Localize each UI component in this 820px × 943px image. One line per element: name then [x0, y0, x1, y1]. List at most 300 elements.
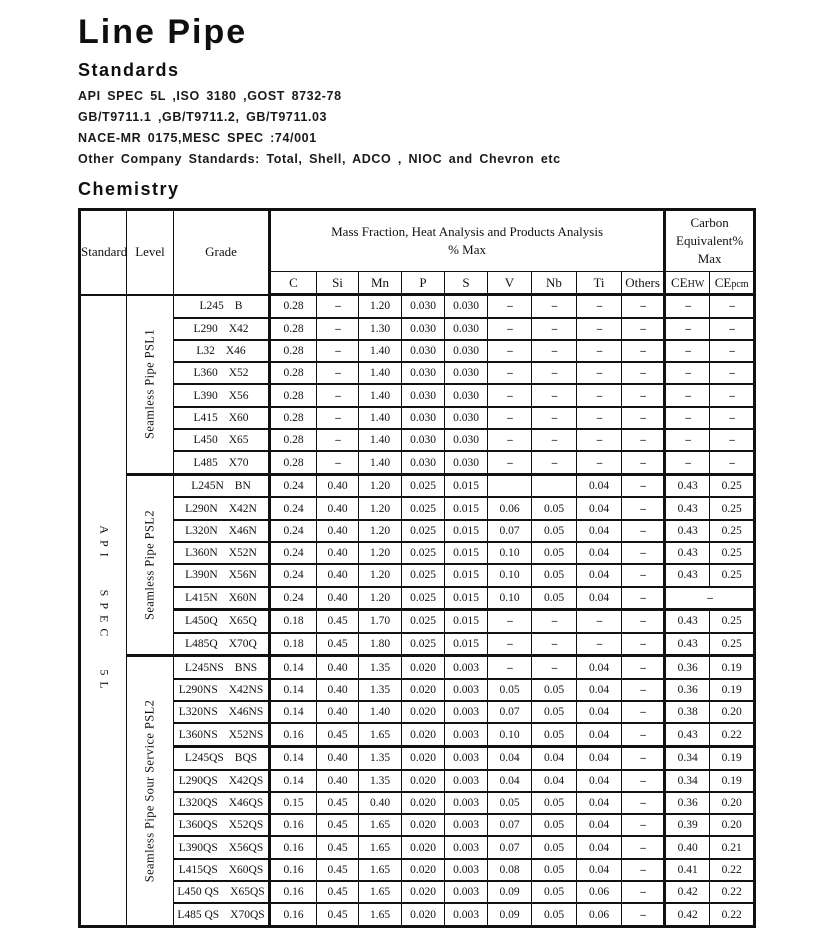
- ce-group-line-2: Equivalent%: [676, 233, 744, 248]
- value-cell: [488, 474, 532, 497]
- value-cell: –: [488, 407, 532, 429]
- value-cell: 0.05: [532, 520, 577, 542]
- value-cell: 0.45: [317, 814, 359, 836]
- value-cell: 1.35: [359, 747, 402, 770]
- value-cell: 0.05: [532, 587, 577, 610]
- value-cell: 1.20: [359, 497, 402, 519]
- table-row: [80, 723, 755, 746]
- value-cell: –: [317, 407, 359, 429]
- value-cell: 0.05: [532, 542, 577, 564]
- value-cell: 0.025: [402, 587, 445, 610]
- value-cell: –: [622, 723, 665, 746]
- value-cell: 0.08: [488, 859, 532, 881]
- value-cell: –: [577, 362, 622, 384]
- grade-cell: [174, 747, 270, 770]
- grade-name: L415: [193, 411, 218, 424]
- grade-name: L390N: [185, 569, 218, 582]
- value-cell: 0.43: [665, 723, 710, 746]
- value-cell: 0.015: [445, 474, 488, 497]
- table-row: [80, 903, 755, 926]
- grade-designation: X70QS: [230, 908, 265, 921]
- level-label-vertical: Seamless Pipe PSL1: [142, 329, 157, 440]
- value-cell: –: [488, 340, 532, 362]
- value-cell: 0.020: [402, 701, 445, 723]
- value-cell: –: [532, 384, 577, 406]
- grade-cell: [174, 362, 270, 384]
- value-cell: 0.003: [445, 679, 488, 701]
- value-cell: –: [622, 407, 665, 429]
- value-cell: 0.003: [445, 770, 488, 792]
- grade-name: L390QS: [178, 841, 218, 854]
- value-cell: 0.15: [270, 792, 317, 814]
- value-cell: 0.04: [532, 770, 577, 792]
- value-cell: 0.16: [270, 859, 317, 881]
- value-cell: 0.16: [270, 836, 317, 858]
- value-cell: 0.030: [402, 318, 445, 340]
- value-cell: 0.40: [317, 656, 359, 679]
- value-cell: 1.65: [359, 836, 402, 858]
- element-header: Nb: [532, 272, 577, 295]
- value-cell: 0.24: [270, 542, 317, 564]
- value-cell: –: [317, 295, 359, 318]
- standards-line-2: GB/T9711.1 ,GB/T9711.2, GB/T9711.03: [78, 110, 328, 124]
- grade-designation: X56N: [228, 569, 257, 582]
- grade-designation: B: [234, 300, 243, 313]
- value-cell: 0.10: [488, 564, 532, 586]
- grade-designation: X65Q: [228, 615, 257, 628]
- value-cell: [532, 474, 577, 497]
- grade-name: L450 QS: [177, 886, 220, 899]
- value-cell: 0.020: [402, 679, 445, 701]
- value-cell: 0.05: [532, 814, 577, 836]
- value-cell: –: [488, 656, 532, 679]
- value-cell: 0.40: [317, 474, 359, 497]
- value-cell: 0.25: [710, 520, 755, 542]
- value-cell: 0.45: [317, 723, 359, 746]
- grade-name: L485: [193, 456, 218, 469]
- grade-name: L390: [193, 389, 218, 402]
- value-cell: 0.45: [317, 610, 359, 633]
- value-cell: 0.030: [402, 295, 445, 318]
- table-row: [80, 792, 755, 814]
- value-cell: 0.04: [577, 520, 622, 542]
- grade-designation: X46N: [228, 524, 257, 537]
- value-cell: 1.20: [359, 587, 402, 610]
- value-cell: 0.24: [270, 564, 317, 586]
- table-row: [80, 564, 755, 586]
- value-cell: 0.43: [665, 520, 710, 542]
- table-row: [80, 384, 755, 406]
- value-cell: 0.05: [532, 679, 577, 701]
- value-cell: –: [317, 318, 359, 340]
- value-cell: –: [622, 881, 665, 903]
- value-cell: 0.24: [270, 497, 317, 519]
- grade-cell: [174, 836, 270, 858]
- value-cell: 0.40: [317, 497, 359, 519]
- value-cell: 0.45: [317, 836, 359, 858]
- value-cell: –: [622, 451, 665, 474]
- value-cell: 0.025: [402, 542, 445, 564]
- value-cell: 0.020: [402, 903, 445, 926]
- value-cell: 0.09: [488, 881, 532, 903]
- value-cell: –: [665, 295, 710, 318]
- value-cell: 0.16: [270, 723, 317, 746]
- value-cell: 0.28: [270, 429, 317, 451]
- col-header-level: Level: [127, 210, 174, 295]
- value-cell: 1.65: [359, 859, 402, 881]
- table-row: [80, 429, 755, 451]
- standard-label-cell: [80, 295, 127, 927]
- grade-designation: X42QS: [228, 774, 264, 787]
- value-cell: 0.07: [488, 836, 532, 858]
- element-header: Others: [622, 272, 665, 295]
- value-cell: 0.42: [665, 903, 710, 926]
- value-cell: 1.20: [359, 295, 402, 318]
- value-cell: 0.07: [488, 520, 532, 542]
- value-cell: 0.025: [402, 474, 445, 497]
- value-cell: 0.030: [402, 429, 445, 451]
- value-cell: –: [577, 340, 622, 362]
- value-cell: 0.05: [488, 679, 532, 701]
- value-cell: 1.65: [359, 814, 402, 836]
- grade-cell: [174, 520, 270, 542]
- value-cell: 0.04: [577, 497, 622, 519]
- value-cell: 0.43: [665, 610, 710, 633]
- value-cell: 0.40: [665, 836, 710, 858]
- value-cell: 0.25: [710, 474, 755, 497]
- table-row: [80, 318, 755, 340]
- grade-cell: [174, 792, 270, 814]
- group-header-carbon-equivalent: [665, 210, 755, 272]
- value-cell: 0.19: [710, 679, 755, 701]
- value-cell: 0.05: [488, 792, 532, 814]
- value-cell: 0.05: [532, 497, 577, 519]
- value-cell: 0.07: [488, 701, 532, 723]
- value-cell: 0.43: [665, 564, 710, 586]
- grade-cell: [174, 340, 270, 362]
- value-cell: –: [665, 318, 710, 340]
- value-cell: 0.05: [532, 701, 577, 723]
- value-cell: –: [532, 295, 577, 318]
- value-cell: 0.09: [488, 903, 532, 926]
- grade-designation: X52: [228, 367, 249, 380]
- value-cell: –: [488, 384, 532, 406]
- value-cell: 1.20: [359, 474, 402, 497]
- group-header-mass: [270, 210, 665, 272]
- value-cell: 0.18: [270, 633, 317, 656]
- standards-line-3: NACE-MR 0175,MESC SPEC :74/001: [78, 131, 317, 145]
- value-cell: 0.04: [577, 587, 622, 610]
- chem-table-body: [80, 295, 755, 927]
- value-cell: –: [622, 520, 665, 542]
- value-cell: –: [710, 429, 755, 451]
- value-cell: 0.16: [270, 881, 317, 903]
- value-cell: 0.25: [710, 610, 755, 633]
- value-cell: 1.80: [359, 633, 402, 656]
- value-cell: –: [665, 384, 710, 406]
- table-row: [80, 859, 755, 881]
- value-cell: –: [532, 407, 577, 429]
- value-cell: –: [622, 340, 665, 362]
- value-cell: 0.04: [532, 747, 577, 770]
- value-cell: 0.020: [402, 836, 445, 858]
- table-row: [80, 610, 755, 633]
- value-cell: 0.003: [445, 836, 488, 858]
- value-cell: –: [577, 610, 622, 633]
- value-cell: 0.36: [665, 679, 710, 701]
- grade-cell: [174, 318, 270, 340]
- value-cell: –: [622, 792, 665, 814]
- value-cell: 0.030: [445, 384, 488, 406]
- value-cell: 0.22: [710, 723, 755, 746]
- value-cell: –: [710, 384, 755, 406]
- value-cell: –: [532, 362, 577, 384]
- value-cell: 0.38: [665, 701, 710, 723]
- chemistry-table: [78, 208, 756, 928]
- grade-designation: BQS: [234, 752, 258, 765]
- grade-designation: X60QS: [228, 863, 264, 876]
- value-cell: 1.30: [359, 318, 402, 340]
- grade-name: L245N: [191, 480, 224, 493]
- value-cell: 0.36: [665, 792, 710, 814]
- value-cell: 0.25: [710, 633, 755, 656]
- value-cell: 0.10: [488, 587, 532, 610]
- value-cell: 0.28: [270, 451, 317, 474]
- value-cell: 0.07: [488, 814, 532, 836]
- value-cell: –: [622, 318, 665, 340]
- value-cell: 0.34: [665, 747, 710, 770]
- value-cell: –: [488, 610, 532, 633]
- value-cell: 0.19: [710, 747, 755, 770]
- grade-designation: X70Q: [228, 637, 257, 650]
- value-cell: 0.030: [445, 407, 488, 429]
- table-row: [80, 451, 755, 474]
- level-label-cell: [127, 656, 174, 927]
- value-cell: 0.06: [577, 903, 622, 926]
- value-cell: 0.04: [577, 656, 622, 679]
- value-cell: –: [622, 814, 665, 836]
- value-cell: 0.24: [270, 520, 317, 542]
- grade-designation: X60: [228, 411, 249, 424]
- value-cell: 0.04: [577, 859, 622, 881]
- value-cell: 0.43: [665, 542, 710, 564]
- value-cell: –: [622, 542, 665, 564]
- value-cell: 1.35: [359, 679, 402, 701]
- value-cell: –: [622, 859, 665, 881]
- value-cell: 1.35: [359, 656, 402, 679]
- value-cell: 0.04: [577, 770, 622, 792]
- value-cell: –: [622, 295, 665, 318]
- grade-cell: [174, 542, 270, 564]
- element-header: Mn: [359, 272, 402, 295]
- element-header: V: [488, 272, 532, 295]
- value-cell: 0.14: [270, 747, 317, 770]
- value-cell: 0.025: [402, 633, 445, 656]
- value-cell: 0.025: [402, 497, 445, 519]
- value-cell: 0.04: [577, 474, 622, 497]
- table-row: [80, 520, 755, 542]
- value-cell: –: [622, 564, 665, 586]
- value-cell: 0.020: [402, 881, 445, 903]
- value-cell: –: [488, 429, 532, 451]
- value-cell: 0.015: [445, 587, 488, 610]
- value-cell: 0.003: [445, 859, 488, 881]
- value-cell: 0.19: [710, 770, 755, 792]
- value-cell: 0.10: [488, 542, 532, 564]
- value-cell: 0.20: [710, 701, 755, 723]
- table-row: [80, 701, 755, 723]
- value-cell: 0.030: [402, 362, 445, 384]
- value-cell: 0.05: [532, 723, 577, 746]
- value-cell: 0.24: [270, 587, 317, 610]
- value-cell: 0.05: [532, 836, 577, 858]
- value-cell: 1.35: [359, 770, 402, 792]
- value-cell: –: [622, 633, 665, 656]
- grade-designation: X42NS: [228, 684, 264, 696]
- grade-name: L245QS: [184, 752, 224, 765]
- value-cell: 0.030: [445, 362, 488, 384]
- value-cell: –: [532, 429, 577, 451]
- table-row: [80, 362, 755, 384]
- grade-cell: [174, 610, 270, 633]
- value-cell: 0.003: [445, 792, 488, 814]
- level-label-vertical: Seamless Pipe Sour Service PSL2: [142, 699, 157, 883]
- grade-name: L485 QS: [177, 908, 220, 921]
- value-cell: 1.20: [359, 542, 402, 564]
- element-header: Ti: [577, 272, 622, 295]
- value-cell: 0.015: [445, 542, 488, 564]
- element-header: C: [270, 272, 317, 295]
- grade-cell: [174, 384, 270, 406]
- grade-cell: [174, 881, 270, 903]
- table-row: [80, 836, 755, 858]
- value-cell: 0.36: [665, 656, 710, 679]
- value-cell: 1.65: [359, 723, 402, 746]
- value-cell: 0.003: [445, 656, 488, 679]
- value-cell: –: [532, 340, 577, 362]
- grade-cell: [174, 701, 270, 723]
- value-cell: 0.43: [665, 633, 710, 656]
- grade-cell: [174, 429, 270, 451]
- grade-cell: [174, 407, 270, 429]
- table-row: [80, 407, 755, 429]
- standard-label-vertical: API SPEC 5L: [97, 525, 111, 695]
- grade-name: L360N: [185, 547, 218, 560]
- grade-name: L450: [193, 434, 218, 447]
- value-cell: 0.06: [577, 881, 622, 903]
- value-cell: 0.28: [270, 407, 317, 429]
- value-cell: 0.21: [710, 836, 755, 858]
- value-cell: –: [622, 836, 665, 858]
- grade-designation: X65: [228, 434, 249, 447]
- grade-designation: X46: [225, 345, 246, 357]
- value-cell: 0.39: [665, 814, 710, 836]
- value-cell: 0.025: [402, 564, 445, 586]
- table-row: [80, 814, 755, 836]
- col-header-grade: Grade: [174, 210, 270, 295]
- value-cell: 0.25: [710, 564, 755, 586]
- value-cell: –: [622, 429, 665, 451]
- value-cell: –: [665, 451, 710, 474]
- value-cell: 0.030: [402, 384, 445, 406]
- ce-group-line-1: Carbon: [690, 215, 729, 230]
- value-cell: 0.015: [445, 520, 488, 542]
- standards-heading: Standards: [78, 60, 180, 80]
- value-cell: 0.04: [577, 814, 622, 836]
- value-cell: 0.40: [317, 747, 359, 770]
- value-cell: 0.40: [359, 792, 402, 814]
- grade-name: L32: [196, 345, 215, 357]
- grade-cell: [174, 587, 270, 610]
- value-cell: –: [577, 451, 622, 474]
- value-cell: –: [317, 340, 359, 362]
- value-cell: –: [622, 474, 665, 497]
- element-header: P: [402, 272, 445, 295]
- level-label-cell: [127, 295, 174, 475]
- value-cell: –: [622, 747, 665, 770]
- grade-cell: [174, 723, 270, 746]
- value-cell: 0.43: [665, 474, 710, 497]
- value-cell: 0.05: [532, 903, 577, 926]
- mass-group-subtitle: % Max: [448, 242, 487, 257]
- value-cell: 0.40: [317, 587, 359, 610]
- value-cell: 0.45: [317, 792, 359, 814]
- grade-designation: X56QS: [228, 841, 264, 854]
- value-cell: –: [622, 497, 665, 519]
- grade-name: L415N: [185, 591, 218, 604]
- value-cell: 0.003: [445, 881, 488, 903]
- value-cell: –: [488, 451, 532, 474]
- value-cell: 0.28: [270, 362, 317, 384]
- level-label-cell: [127, 474, 174, 655]
- table-row: [80, 633, 755, 656]
- value-cell: 0.40: [317, 564, 359, 586]
- grade-designation: X56: [228, 389, 249, 402]
- grade-designation: X52NS: [228, 728, 264, 741]
- grade-name: L450Q: [185, 615, 218, 628]
- value-cell: 0.14: [270, 679, 317, 701]
- value-cell: 0.020: [402, 747, 445, 770]
- value-cell: 0.22: [710, 881, 755, 903]
- table-row: [80, 770, 755, 792]
- value-cell: 0.04: [577, 723, 622, 746]
- value-cell: 0.40: [317, 679, 359, 701]
- grade-designation: BN: [234, 480, 251, 493]
- value-cell: 0.14: [270, 701, 317, 723]
- value-cell: 0.030: [402, 407, 445, 429]
- grade-designation: X70: [228, 456, 249, 469]
- value-cell: 0.020: [402, 792, 445, 814]
- grade-name: L245: [199, 300, 224, 313]
- value-cell: 1.40: [359, 429, 402, 451]
- grade-designation: X65QS: [230, 886, 265, 899]
- grade-name: L245NS: [184, 661, 224, 674]
- col-header-standard: Standard: [80, 210, 127, 295]
- value-cell: 1.40: [359, 407, 402, 429]
- value-cell: 0.45: [317, 859, 359, 881]
- grade-name: L290NS: [178, 684, 218, 696]
- value-cell: 0.14: [270, 770, 317, 792]
- value-cell: –: [710, 295, 755, 318]
- grade-cell: [174, 564, 270, 586]
- value-cell: 0.24: [270, 474, 317, 497]
- value-cell: 0.25: [710, 542, 755, 564]
- value-cell: –: [488, 633, 532, 656]
- value-cell: 0.020: [402, 859, 445, 881]
- value-cell: 0.020: [402, 814, 445, 836]
- value-cell: 0.19: [710, 656, 755, 679]
- value-cell: 0.20: [710, 814, 755, 836]
